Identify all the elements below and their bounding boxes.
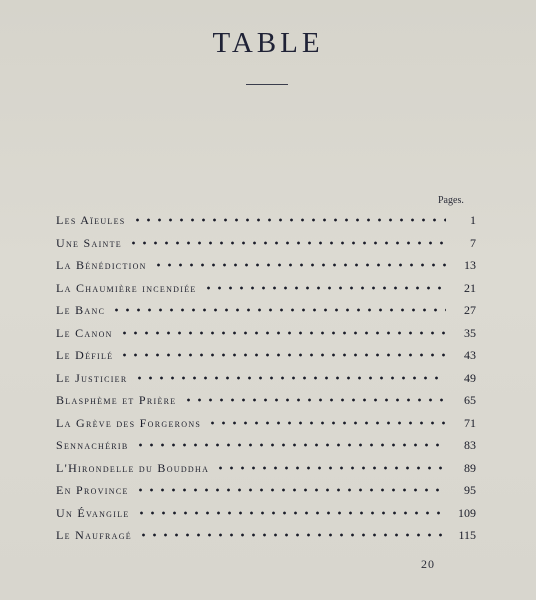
- toc-entry[interactable]: [56, 460, 476, 483]
- toc-entry[interactable]: [56, 302, 476, 325]
- dot-leader: [111, 304, 446, 316]
- toc-entry[interactable]: [56, 437, 476, 460]
- dot-leader: [207, 417, 446, 429]
- toc-entry-page: 35: [464, 325, 476, 340]
- toc-entry-page: 65: [464, 393, 476, 407]
- toc-entry-title: Le Naufragé: [56, 528, 132, 542]
- toc-entry-title: Le Canon: [56, 325, 113, 340]
- dot-leader: [119, 349, 446, 361]
- toc-entry[interactable]: [56, 325, 476, 348]
- dot-leader: [183, 394, 447, 406]
- dot-leader: [135, 439, 446, 451]
- toc-entry-page: 71: [464, 415, 476, 430]
- dot-leader: [135, 484, 446, 496]
- pages-column-header: Pages.: [438, 195, 464, 206]
- toc-entry-title: La Chaumière incendiée: [56, 280, 197, 295]
- toc-entry-page: 89: [464, 460, 476, 475]
- toc-entry-title: Sennachérib: [56, 438, 129, 452]
- toc-entry-page: 109: [458, 505, 476, 520]
- toc-entry-title: Le Justicier: [56, 370, 128, 385]
- toc-entry-title: Une Sainte: [56, 235, 122, 250]
- toc-entry[interactable]: [56, 392, 476, 415]
- title-rule: [246, 84, 288, 85]
- toc-entry-title: Un Évangile: [56, 505, 130, 520]
- toc-entry-page: 13: [464, 258, 476, 272]
- toc-entry-title: Le Défilé: [56, 348, 114, 362]
- toc-entry-page: 95: [464, 483, 476, 497]
- toc-entry-title: Blasphème et Prière: [56, 393, 177, 407]
- toc-entry-page: 115: [458, 528, 476, 542]
- toc-entry-title: L'Hirondelle du Bouddha: [56, 460, 210, 475]
- dot-leader: [132, 214, 446, 226]
- toc-entry[interactable]: [56, 505, 476, 528]
- page-title: TABLE: [212, 27, 324, 59]
- toc-entry-page: 21: [464, 280, 476, 295]
- toc-entry-page: 83: [464, 438, 476, 452]
- toc-entry[interactable]: [56, 527, 476, 550]
- toc-entry-title: La Bénédiction: [56, 258, 147, 272]
- dot-leader: [128, 237, 446, 249]
- toc-entry[interactable]: [56, 370, 476, 393]
- dot-leader: [138, 529, 446, 541]
- dot-leader: [136, 507, 446, 519]
- toc-entry-page: 7: [470, 235, 476, 250]
- dot-leader: [215, 462, 446, 474]
- toc-entry-title: Le Banc: [56, 303, 106, 317]
- page-number: 20: [421, 557, 435, 571]
- toc-entry-page: 27: [464, 303, 476, 317]
- toc-entry[interactable]: [56, 257, 476, 280]
- toc-entry-page: 49: [464, 370, 476, 385]
- toc-entry[interactable]: [56, 280, 476, 303]
- toc-entry[interactable]: [56, 347, 476, 370]
- toc-entry[interactable]: [56, 212, 476, 235]
- toc-entry[interactable]: [56, 235, 476, 258]
- toc-entry-title: La Grève des Forgerons: [56, 415, 202, 430]
- dot-leader: [203, 282, 446, 294]
- toc-entry[interactable]: [56, 415, 476, 438]
- dot-leader: [119, 327, 446, 339]
- toc-entry[interactable]: [56, 482, 476, 505]
- dot-leader: [134, 372, 447, 384]
- toc-entry-title: Les Aïeules: [56, 213, 126, 227]
- toc-entry-title: En Province: [56, 483, 129, 497]
- dot-leader: [153, 259, 446, 271]
- toc-entry-page: 43: [464, 348, 476, 362]
- table-of-contents: [56, 212, 476, 550]
- toc-entry-page: 1: [470, 213, 476, 227]
